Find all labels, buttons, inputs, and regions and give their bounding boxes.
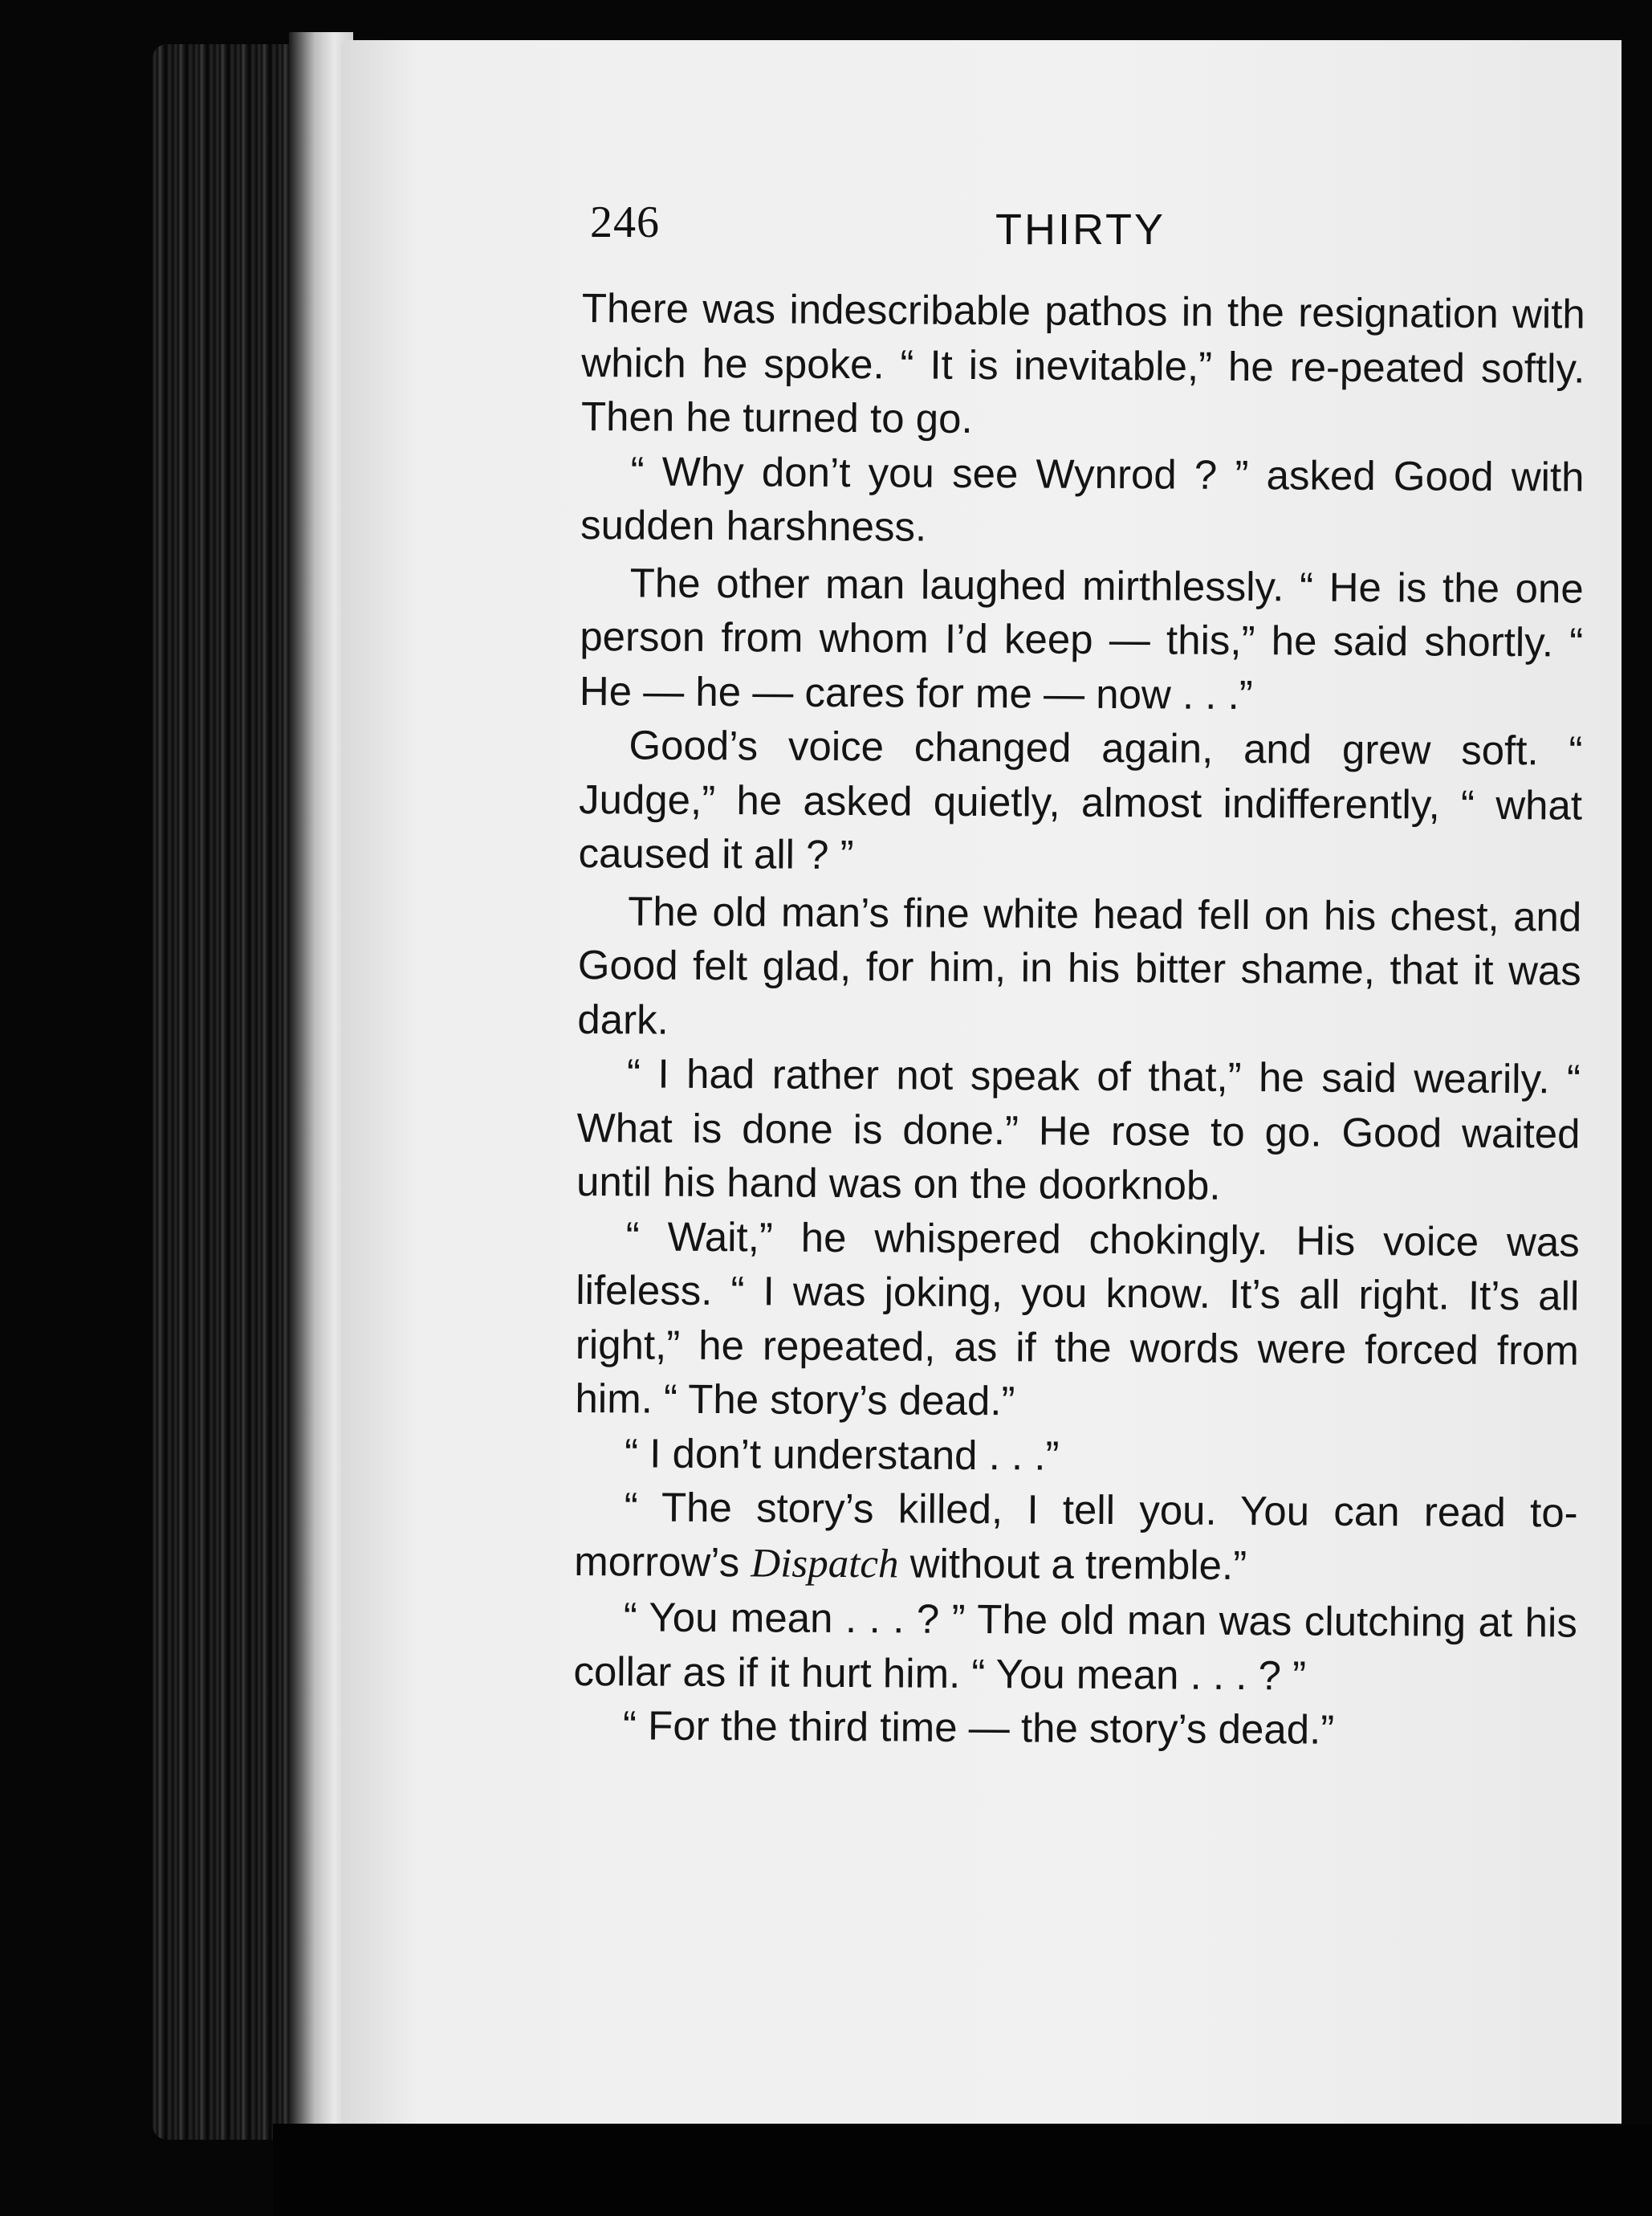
paragraph: “ For the third time — the story’s dead.” [622,1702,1335,1753]
body-text [573,281,1585,1758]
paragraph: Good’s voice changed again, and grew soft. “ Judge,” he asked quietly, almost indifferently, “ what caused it all ? ” [578,722,1583,878]
page-number: 246 [590,198,660,247]
newspaper-title: Dispatch [751,1540,899,1587]
paragraph: “ I had rather not speak of that,” he said wearily. “ What is done is done.” He rose to go. Good waited until his hand was on the doorknob. [576,1050,1581,1208]
paragraph [574,1480,1578,1596]
running-head: THIRTY [995,206,1166,254]
page-header [590,197,1585,269]
paragraph: There was indescribable pathos in the resignation with which he spoke. “ It is inevitable,” he re-peated softly. Then he turned to go. [580,284,1585,442]
bottom-shadow [273,2124,1652,2216]
paragraph: “ You mean . . . ? ” The old man was clutching at his collar as if it hurt him. “ You mean . . . ? ” [573,1594,1577,1699]
paragraph-text: “ The story’s killed, I tell you. You can read to-morrow’s [574,1484,1578,1585]
paragraph: The old man’s fine white head fell on his chest, and Good felt glad, for him, in his bitter shame, that it was dark. [577,887,1582,1043]
paragraph: “ I don’t understand . . .” [624,1429,1060,1479]
paragraph: “ Why don’t you see Wynrod ? ” asked Good with sudden harshness. [580,447,1585,550]
paragraph: “ Wait,” he whispered chokingly. His voice was lifeless. “ I was joking, you know. It’s all right. It’s all right,” he repeated, as if the words were forced from him. “ The story’s dead.” [575,1212,1580,1424]
paragraph-text: without a tremble.” [898,1539,1247,1588]
paragraph: The other man laughed mirthlessly. “ He is the one person from whom I’d keep — this,” he said shortly. “ He — he — cares for me — now . . .” [579,559,1584,718]
